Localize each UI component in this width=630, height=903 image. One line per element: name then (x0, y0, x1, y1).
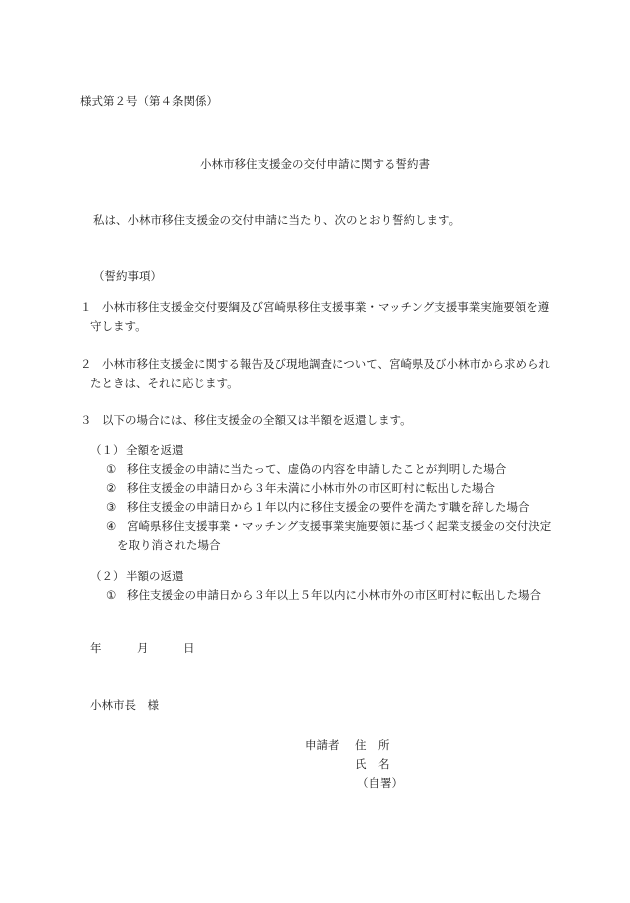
subsection-label: （２） (90, 569, 125, 583)
pledge-number: １ (80, 300, 92, 314)
pledge-number: ２ (80, 357, 92, 371)
pledge-text: 小林市移住支援金に関する報告及び現地調査について、宮崎県及び小林市から求められ (102, 357, 551, 371)
date-day: 日 (183, 641, 195, 655)
pledge-text: 小林市移住支援金交付要綱及び宮崎県移住支援事業・マッチング支援事業実施要領を遵 (102, 300, 550, 314)
date-year: 年 (90, 641, 102, 655)
list-item-continuation: を取り消された場合 (117, 538, 221, 552)
date-month: 月 (137, 641, 149, 655)
subsection-title: 半額の返還 (126, 569, 184, 583)
autograph-note: （自署） (357, 776, 403, 790)
list-marker: ④ (106, 519, 117, 533)
document-title: 小林市移住支援金の交付申請に関する誓約書 (200, 157, 430, 171)
list-marker: ① (106, 588, 117, 602)
address-label: 住 所 (355, 738, 390, 752)
list-marker: ③ (106, 500, 117, 514)
list-item: 移住支援金の申請日から３年未満に小林市外の市区町村に転出した場合 (127, 481, 495, 495)
intro-statement: 私は、小林市移住支援金の交付申請に当たり、次のとおり誓約します。 (93, 213, 461, 227)
form-number: 様式第２号（第４条関係） (80, 94, 218, 108)
pledge-text-continuation: たときは、それに応じます。 (90, 376, 239, 390)
list-marker: ② (106, 481, 117, 495)
list-item: 移住支援金の申請に当たって、虚偽の内容を申請したことが判明した場合 (127, 462, 507, 476)
list-item: 宮崎県移住支援事業・マッチング支援事業実施要領に基づく起業支援金の交付決定 (127, 519, 552, 533)
pledge-text: 以下の場合には、移住支援金の全額又は半額を返還します。 (102, 413, 412, 427)
list-item: 移住支援金の申請日から１年以内に移住支援金の要件を満たす職を辞した場合 (127, 500, 530, 514)
addressee: 小林市長 様 (90, 698, 159, 712)
subsection-title: 全額を返還 (126, 443, 184, 457)
section-heading: （誓約事項） (93, 269, 162, 283)
pledge-text-continuation: 守します。 (90, 319, 147, 333)
subsection-label: （１） (90, 443, 125, 457)
applicant-label: 申請者 (305, 738, 340, 752)
pledge-number: ３ (80, 413, 92, 427)
list-item: 移住支援金の申請日から３年以上５年以内に小林市外の市区町村に転出した場合 (127, 588, 541, 602)
list-marker: ① (106, 462, 117, 476)
name-label: 氏 名 (355, 757, 390, 771)
